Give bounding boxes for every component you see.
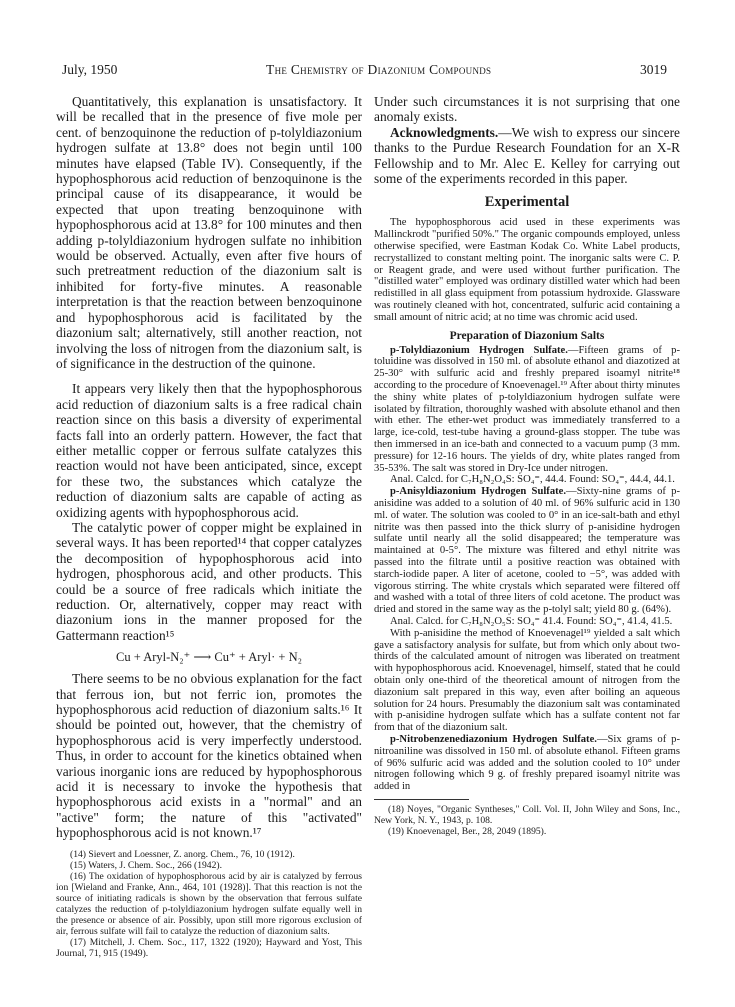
procedure-text: —Six grams of p-nitroaniline was dissolved in 150 ml. of absolute ethanol. Fifteen grams of 96% sulfuric acid was added and the solution cooled to 10° under nitrogen following which 9 g. of freshly prepared isoamyl nitrite was added in: [374, 733, 680, 793]
paragraph: Quantitatively, this explanation is unsatisfactory. It will be recalled that in the presence of five mole per cent. of benzoquinone the reduction of p-tolyldiazonium hydrogen sulfate at 13.8° does not begin until 100 minutes have elapsed (Table IV). Consequently, if the hypophosphorous acid reduction of benzoquinone is the principal cause of its disappearance, it would be expected that upon treating benzoquinone with hypophosphorous acid at 13.8° for 100 minutes and then adding p-tolyldiazonium hydrogen sulfate no inhibition would be observed. Actually, even after five hours of such pretreatment reduction of the diazonium salt is inhibited for forty-five minutes. A reasonable interpretation is that the reaction between benzoquinone and hypophosphorous acid is facilitated by the diazonium salt; alternatively, still another reaction, not involving the loss of nitrogen from the diazonium salt, is of significance in the destruction of the quinone.: [56, 94, 362, 371]
paragraph: There seems to be no obvious explanation for the fact that ferrous ion, but not ferric ion, promotes the hypophosphorous acid reduction of diazonium salts.¹⁶ It should be pointed out, however, that the chemistry of hypophosphorous acid is very imperfectly understood. Thus, in order to account for the kinetics obtained when various inorganic ions are reduced by hypophosphorous acid it is necessary to invoke the hypothesis that hypophosphorous acid exists in a "normal" and an "active" form; the nature of this "activated" hypophosphorous acid is not known.¹⁷: [56, 671, 362, 841]
running-head: [62, 62, 667, 78]
procedure-label: p-Nitrobenzenediazonium Hydrogen Sulfate.: [390, 733, 597, 745]
procedure-text: —Sixty-nine grams of p-anisidine was added to a solution of 40 ml. of 96% sulfuric acid in 130 ml. of water. The solution was cooled to 0° in an ice-salt-bath and ethyl nitrite was then passed into the thick slurry of p-anisidine hydrogen sulfate until nearly all the solid disappeared; the temperature was maintained at 0-5°. The mixture was filtered and ethyl nitrite was passed into the filtrate until a positive reaction was obtained with starch-iodide paper. A liter of acetone, cooled to −5°, was added with vigorous stirring. The white crystals which separated were filtered off and washed with a total of three liters of cold acetone. The product was dried and stored in the same way as the p-tolyl salt; yield 80 g. (64%).: [374, 486, 680, 616]
paragraph: Under such circumstances it is not surprising that one anomaly exists.: [374, 94, 680, 125]
right-column: [374, 94, 680, 837]
procedure-label: p-Tolyldiazonium Hydrogen Sulfate.: [390, 344, 568, 356]
gattermann-equation: Cu + Aryl-N₂⁺ ⟶ Cu⁺ + Aryl· + N₂: [116, 650, 302, 665]
subsection-heading: Preparation of Diazonium Salts: [449, 329, 605, 342]
procedure-label: p-Anisyldiazonium Hydrogen Sulfate.: [390, 486, 566, 498]
paragraph: It appears very likely then that the hypophosphorous acid reduction of diazonium salts is a free radical chain reaction since on this basis a diversity of experimental facts fall into an orderly pattern. However, the fact that either metallic copper or ferrous sulfate catalyzes this reaction would not have been anticipated, since, except for these two, the substances which catalyze the reduction of diazonium salts are capable of acting as oxidizing agents with hypophosphorous acid.: [56, 381, 362, 520]
paragraph: With p-anisidine the method of Knoevenagel¹⁹ yielded a salt which gave a satisfactory analysis for sulfate, but from which only about two-thirds of the calculated amount of nitrogen was liberated on treatment with hypophosphorous acid. Knoevenagel, himself, stated that he could obtain only one-third of the theoretical amount of nitrogen from the diazonium salt prepared in this way, even after boiling an aqueous solution for 24 hours. Presumably the diazonium salt was contaminated with p-anisidine hydrogen sulfate which has a sulfate content not far from that of the diazonium salt.: [374, 627, 680, 734]
acknowledgments: [374, 125, 680, 187]
footnotes: [56, 849, 362, 959]
footnotes: [374, 804, 680, 837]
procedure: [374, 486, 680, 616]
paragraph: The catalytic power of copper might be explained in several ways. It has been reported¹⁴ that copper catalyzes the decomposition of hypophosphorous acid into hydrogen, phosphorous acid, and other products. This could be a source of free radicals which initiate the reduction. Or, alternatively, copper may react with diazonium ions in the manner proposed for the Gattermann reaction¹⁵: [56, 519, 362, 643]
footnote: (17) Mitchell, J. Chem. Soc., 117, 1322 (1920); Hayward and Yost, This Journal, 71, 915 (1949).: [56, 936, 362, 959]
procedure-text: —Fifteen grams of p-toluidine was dissolved in 150 ml. of absolute ethanol and diazotized at 25-30° with sulfuric acid and freshly prepared isoamyl nitrite¹⁸ according to the procedure of Knoevenagel.¹⁹ After about thirty minutes the shiny white plates of p-tolyldiazonium hydrogen sulfate were isolated by filtration, thoroughly washed with absolute ethanol and then with ether. The ether-wet product was immediately transferred to a large, ice-cold, test-tube having a ground-glass stopper. The tube was then immersed in an ice-bath and connected to a vacuum pump (3 mm. pressure) for 12-16 hours. The yields of dry, white plates ranged from 35-53%. The salt was stored in Dry-Ice under nitrogen.: [374, 344, 681, 474]
section-heading: Experimental: [484, 194, 570, 211]
footnote: (19) Knoevenagel, Ber., 28, 2049 (1895).: [388, 825, 547, 837]
procedure: [374, 734, 680, 793]
acknowledgments-text: —We wish to express our sincere thanks to the Purdue Research Foundation for an X-R Fellowship and to Mr. Alec E. Kelley for carrying out some of the experiments recorded in this paper.: [374, 124, 680, 187]
issue-date: July, 1950: [62, 62, 118, 77]
paragraph: The hypophosphorous acid used in these experiments was Mallinckrodt "purified 50%." The organic compounds employed, unless otherwise specified, were Eastman Kodak Co. White Label products, recrystallized to constant melting point. The inorganic salts were C. P. or Reagent grade, and were used without further purification. The "distilled water" employed was ordinary distilled water which had been redistilled in all glass equipment from potassium hydroxide. Glassware was routinely cleaned with hot, concentrated, sulfuric acid containing a small amount of nitric acid; at no time was chromic acid used.: [374, 217, 680, 323]
acknowledgments-label: Acknowledgments.: [390, 124, 499, 140]
footnote-rule: [374, 799, 469, 800]
left-column: [56, 94, 362, 959]
analysis: Anal. Calcd. for C₇H₈N₂O₄S: SO₄⁼, 44.4. Found: SO₄⁼, 44.4, 44.1.: [390, 474, 675, 486]
analysis: Anal. Calcd. for C₇H₈N₂O₅S: SO₄⁼ 41.4. Found: SO₄⁼, 41.4, 41.5.: [390, 615, 673, 627]
procedure: [374, 345, 680, 475]
footnote: (15) Waters, J. Chem. Soc., 266 (1942).: [70, 859, 222, 871]
footnote: (18) Noyes, "Organic Syntheses," Coll. Vol. II, John Wiley and Sons, Inc., New York, N. Y., 1943, p. 108.: [374, 803, 680, 826]
running-title: The Chemistry of Diazonium Compounds: [266, 62, 492, 77]
page-number: 3019: [640, 62, 667, 77]
footnote: (16) The oxidation of hypophosphorous acid by air is catalyzed by ferrous ion [Wieland and Franke, Ann., 464, 101 (1928)]. That this reaction is not the source of initiating radicals is shown by the observation that ferrous sulfate catalyzes the reduction of p-tolyldiazonium hydrogen sulfate equally well in the presence or absence of air. Possibly, upon still more rigorous exclusion of air, ferrous sulfate will fail to catalyze the reduction of diazonium salts.: [56, 870, 362, 937]
footnote: (14) Sievert and Loessner, Z. anorg. Chem., 76, 10 (1912).: [70, 848, 295, 860]
